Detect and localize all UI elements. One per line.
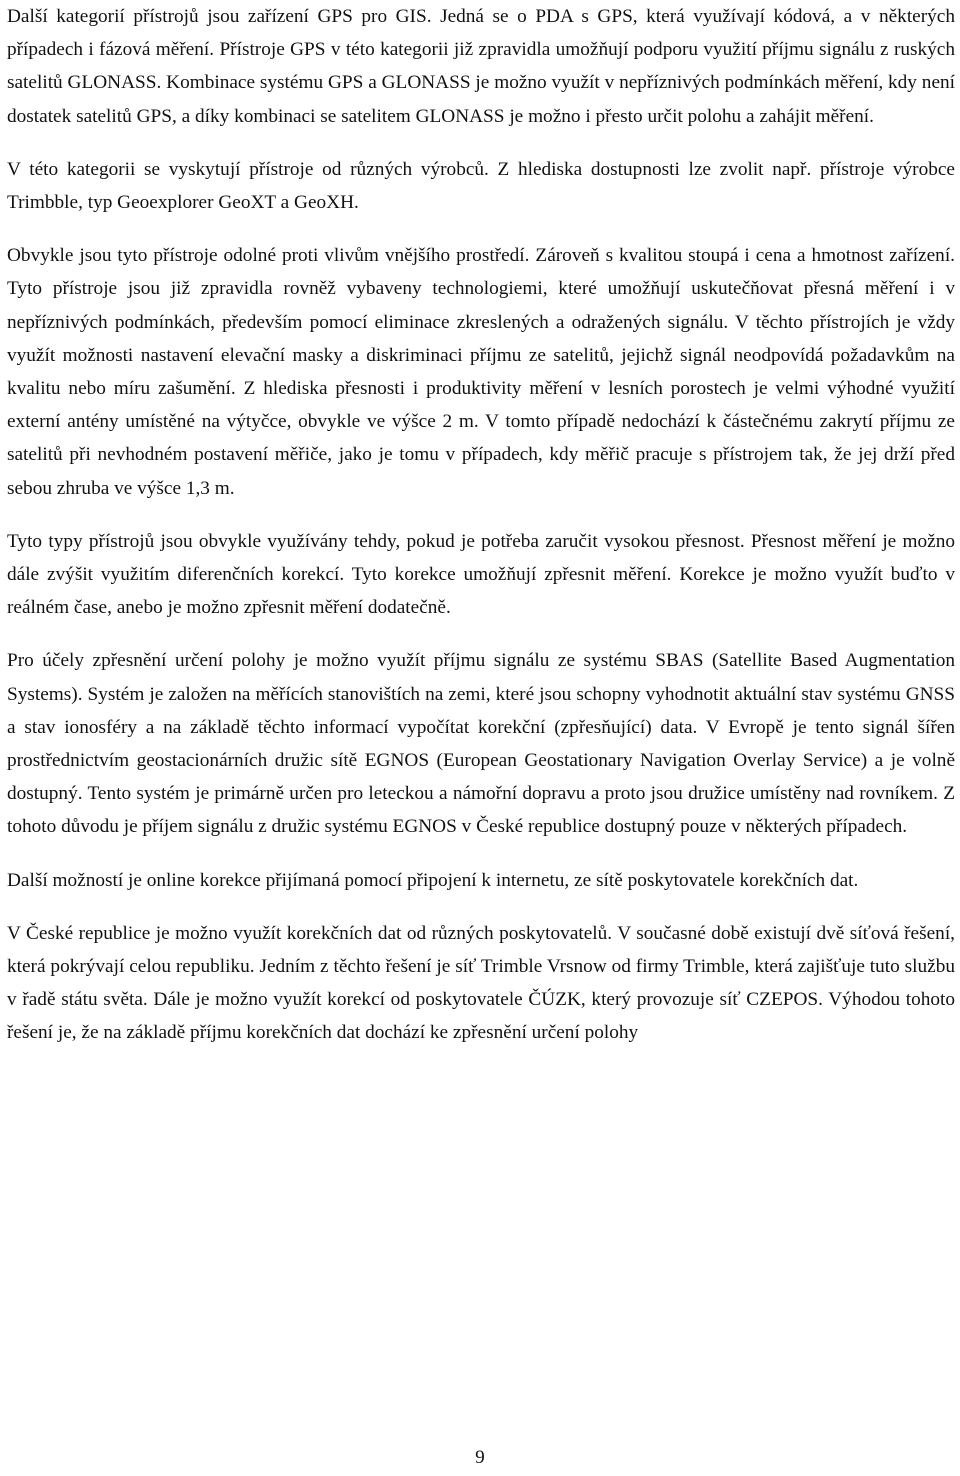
paragraph-czech-providers: V České republice je možno využít korekčních dat od různých poskytovatelů. V současné době existují dvě síťová řešení, která pokrývají celou republiku. Jedním z těchto řešení je síť Trimble Vrsnow od firmy Trimble, která zajišťuje tuto službu v řadě státu světa. Dále je možno využít korekcí od poskytovatele ČÚZK, který provozuje síť CZEPOS. Výhodou tohoto řešení je, že na základě příjmu korekčních dat dochází ke zpřesnění určení polohy	[7, 922, 955, 1044]
paragraph-accuracy: Tyto typy přístrojů jsou obvykle využívány tehdy, pokud je potřeba zaručit vysokou přesnost. Přesnost měření je možno dále zvýšit využitím diferenčních korekcí. Tyto korekce umožňují zpřesnit měření. Korekce je možno využít buďto v reálném čase, anebo je možno zpřesnit měření dodatečně.	[7, 530, 955, 619]
paragraph-durability: Obvykle jsou tyto přístroje odolné proti vlivům vnějšího prostředí. Zároveň s kvalitou stoupá i cena a hmotnost zařízení. Tyto přístroje jsou již zpravidla rovněž vybaveny technologiemi, které umožňují uskutečňovat přesná měření i v nepříznivých podmínkách, především pomocí eliminace zkreslených a odražených signálu. V těchto přístrojích je vždy využít možnosti nastavení elevační masky a diskriminaci příjmu ze satelitů, jejichž signál neodpovídá požadavkům na kvalitu nebo míru zašumění. Z hlediska přesnosti i produktivity měření v lesních porostech je velmi výhodné využití externí antény umístěné na výtyčce, obvykle ve výšce 2 m. V tomto případě nedochází k částečnému zakrytí příjmu ze satelitů při nevhodném postavení měřiče, jako je tomu v případech, kdy měřič pracuje s přístrojem tak, že jej drží před sebou zhruba ve výšce 1,3 m.	[7, 245, 955, 499]
paragraph-sbas-egnos: Pro účely zpřesnění určení polohy je možno využít příjmu signálu ze systému SBAS (Satellite Based Augmentation Systems). Systém je založen na měřících stanovištích na zemi, které jsou schopny vyhodnotit aktuální stav systému GNSS a stav ionosféry a na základě těchto informací vypočítat korekční (zpřesňující) data. V Evropě je tento signál šířen prostřednictvím geostacionárních družic sítě EGNOS (European Geostationary Navigation Overlay Service) a je volně dostupný. Tento systém je primárně určen pro leteckou a námořní dopravu a proto jsou družice umístěny nad rovníkem. Z tohoto důvodu je příjem signálu z družic systému EGNOS v České republice dostupný pouze v některých případech.	[7, 650, 955, 838]
document-body	[7, 0, 955, 1070]
page-number: 9	[475, 1447, 485, 1468]
paragraph-gps-for-gis: Další kategorií přístrojů jsou zařízení GPS pro GIS. Jedná se o PDA s GPS, která využívají kódová, a v některých případech i fázová měření. Přístroje GPS v této kategorii již zpravidla umožňují podporu využití příjmu signálu z ruských satelitů GLONASS. Kombinace systému GPS a GLONASS je možno využít v nepříznivých podmínkách měření, kdy není dostatek satelitů GPS, a díky kombinaci se satelitem GLONASS je možno i přesto určit polohu a zahájit měření.	[7, 6, 955, 127]
paragraph-manufacturers: V této kategorii se vyskytují přístroje od různých výrobců. Z hlediska dostupnosti lze zvolit např. přístroje výrobce Trimbble, typ Geoexplorer GeoXT a GeoXH.	[7, 158, 955, 214]
paragraph-online-corrections: Další možností je online korekce přijímaná pomocí připojení k internetu, ze sítě poskytovatele korekčních dat.	[7, 869, 859, 891]
